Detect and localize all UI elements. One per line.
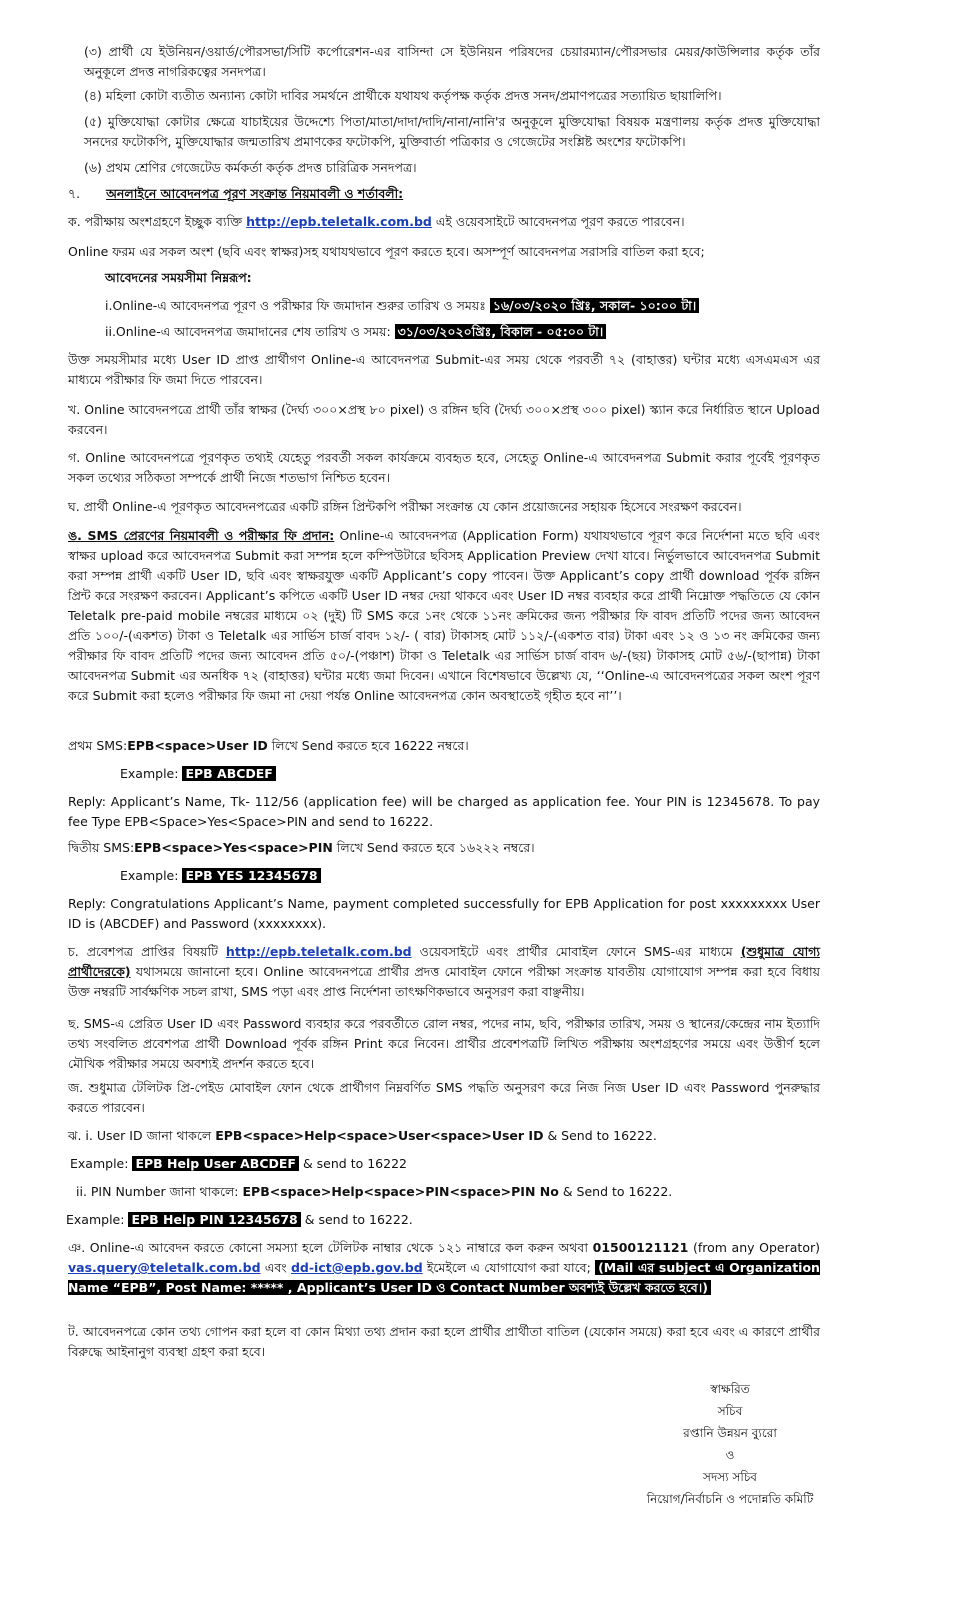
clause-nya-mid: ইমেইলে এ যোগাযোগ করা যাবে; xyxy=(426,1260,591,1275)
clause-gha: ঘ. প্রার্থী Online-এ পূরণকৃত আবেদনপত্রের একটি রঙ্গিন প্রিন্টকপি পরীক্ষা সংক্রান্ত যে কোন প্রয়োজনের সহায়ক হিসেবে সংরক্ষণ করবেন। xyxy=(68,499,742,514)
deadline-start xyxy=(105,296,820,316)
clause-nya-operator: (from any Operator) xyxy=(692,1240,820,1255)
clause-ta: ট. আবেদনপত্রে কোন তথ্য গোপন করা হলে বা কোন মিথ্যা তথ্য প্রদান করা হলে প্রার্থীর প্রার্থীতা বাতিল (যেকোন সময়ে) করা হবে এবং এ কারণে প্রার্থীর বিরুদ্ধে আইনানুগ ব্যবস্থা গ্রহণ করা হবে। xyxy=(68,1324,820,1359)
committee-name: নিয়োগ/নির্বাচনি ও পদোন্নতি কমিটি xyxy=(646,1492,814,1506)
clause-chha: ছ. SMS-এ প্রেরিত User ID এবং Password ব্যবহার করে পরবর্তীতে রোল নম্বর, পদের নাম, ছবি, পরীক্ষার তারিখ, সময় ও স্থানের/কেন্দ্রের নাম ইত্যাদি তথ্য সংবলিত প্রবেশপত্র প্রার্থী Download পূর্বক রঙ্গিন Print করে নিবেন। প্রার্থীর প্রবেশপত্রটি লিখিত পরীক্ষায় অংশগ্রহণের সময়ে এবং উত্তীর্ণ হলে মৌখিক পরীক্ষার সময়ে অবশ্যই প্রদর্শন করতে হবে। xyxy=(68,1016,820,1071)
sms-1-label: প্রথম SMS: xyxy=(68,738,128,753)
doc-item-4: (৪) মহিলা কোটা ব্যতীত অন্যান্য কোটা দাবির সমর্থনে প্রার্থীকে যথাযথ কর্তৃপক্ষ কর্তৃক প্রদত্ত সনদ/প্রমাণপত্রের সত্যায়িত ছায়ালিপি। xyxy=(84,88,722,103)
section-title: অনলাইনে আবেদনপত্র পূরণ সংক্রান্ত নিয়মাবলী ও শর্তাবলী: xyxy=(106,186,404,201)
sms-1-example xyxy=(120,764,720,784)
member-secretary-title: সদস্য সচিব xyxy=(703,1470,757,1484)
section-7-heading xyxy=(68,184,820,204)
sms-1-instruction xyxy=(68,736,820,756)
clause-ka xyxy=(68,212,820,232)
clause-nya-and: এবং xyxy=(264,1260,287,1275)
deadline-end-label: ii.Online-এ আবেদনপত্র জমাদানের শেষ তারিখ ও সময়: xyxy=(105,324,391,339)
online-form-note: Online ফরম এর সকল অংশ (ছবি এবং স্বাক্ষর)সহ যথাযথভাবে পূরণ করতে হবে। অসম্পূর্ণ আবেদনপত্র সরাসরি বাতিল করা হবে; xyxy=(68,244,705,259)
jha-1-example-code: EPB Help User ABCDEF xyxy=(132,1156,299,1171)
jha-2-example xyxy=(66,1210,818,1230)
sms-1-reply: Reply: Applicant’s Name, Tk- 112/56 (application fee) will be charged as application fee. Your PIN is 12345678. To pay fee Type EPB<Space>Yes<Space>PIN and send to 16222. xyxy=(68,794,820,829)
deadline-title: আবেদনের সময়সীমা নিম্নরূপ: xyxy=(105,270,252,285)
clause-jha-2 xyxy=(76,1182,828,1202)
example-label: Example: xyxy=(120,766,179,781)
jha-2-example-suffix: & send to 16222. xyxy=(304,1212,413,1227)
sms-1-suffix: লিখে Send করতে হবে 16222 নম্বরে। xyxy=(271,738,469,753)
doc-item-3: (৩) প্রার্থী যে ইউনিয়ন/ওয়ার্ড/পৌরসভা/সিটি কর্পোরেশন-এর বাসিন্দা সে ইউনিয়ন পরিষদের চেয়ারম্যান/পৌরসভার মেয়র/কাউন্সিলার কর্তৃক তাঁর অনুকূলে প্রদত্ত নাগরিকত্বের সনদপত্র। xyxy=(84,44,820,79)
clause-cha-bold: (শুধুমাত্র যোগ্য প্রার্থীদেরকে) xyxy=(68,944,821,979)
clause-cha-text: চ. প্রবেশপত্র প্রাপ্তির বিষয়টি xyxy=(68,944,218,959)
clause-ka-suffix: এই ওয়েবসাইটে আবেদনপত্র পূরণ করতে পারবেন। xyxy=(435,214,685,229)
signature-block xyxy=(600,1378,860,1510)
deadline-end-date: ৩১/০৩/২০২০খ্রিঃ, বিকাল - ০৫:০০ টা। xyxy=(395,324,607,339)
fee-window-note: উক্ত সময়সীমার মধ্যে User ID প্রাপ্ত প্রার্থীগণ Online-এ আবেদনপত্র Submit-এর সময় থেকে পরবর্তী ৭২ (বাহাত্তর) ঘন্টার মধ্যে এসএমএস এর মাধ্যমে পরীক্ষার ফি জমা দিতে পারবেন। xyxy=(68,352,820,387)
doc-item-5: (৫) মুক্তিযোদ্ধা কোটার ক্ষেত্রে যাচাইয়ের উদ্দেশ্যে পিতা/মাতা/দাদা/দাদি/নানা/নানি'র অনুকূলে মুক্তিযোদ্ধা বিষয়ক মন্ত্রণালয় কর্তৃক প্রদত্ত মুক্তিযোদ্ধা সনদের ফটোকপি, মুক্তিযোদ্ধার জন্মতারিখ প্রমাণকের ফটোকপি, মুক্তিবার্তা পত্রিকার ও গেজেটের সংশ্লিষ্ট অংশের ফটোকপি। xyxy=(84,114,820,149)
clause-ka-text: ক. পরীক্ষায় অংশগ্রহণে ইচ্ছুক ব্যক্তি xyxy=(68,214,243,229)
clause-jha-2-code: EPB<space>Help<space>PIN<space>PIN No xyxy=(242,1184,559,1199)
clause-cha xyxy=(68,942,820,1002)
clause-uma-heading: ঙ. SMS প্রেরণের নিয়মাবলী ও পরীক্ষার ফি প্রদান: xyxy=(68,528,335,543)
jha-1-example-suffix: & send to 16222 xyxy=(302,1156,407,1171)
jha-1-example xyxy=(70,1154,822,1174)
section-number: ৭. xyxy=(68,186,81,201)
clause-jha-2-label: ii. PIN Number জানা থাকলে: xyxy=(76,1184,239,1199)
doc-item-6: (৬) প্রথম শ্রেণির গেজেটেড কর্মকর্তা কর্তৃক প্রদত্ত চারিত্রিক সনদপত্র। xyxy=(84,160,417,175)
clause-jha-1-label: ঝ. i. User ID জানা থাকলে xyxy=(68,1128,212,1143)
teletalk-link[interactable]: http://epb.teletalk.com.bd xyxy=(246,214,432,229)
sms-2-example xyxy=(120,866,720,886)
clause-jha-1 xyxy=(68,1126,820,1146)
sms-2-label: দ্বিতীয় SMS: xyxy=(68,840,135,855)
sms-2-code: EPB<space>Yes<space>PIN xyxy=(134,840,333,855)
deadline-end xyxy=(105,322,820,342)
signed-label: স্বাক্ষরিত xyxy=(710,1382,750,1396)
example-label: Example: xyxy=(70,1156,129,1171)
helpline-number: 01500121121 xyxy=(592,1240,689,1255)
deadline-start-date: ১৬/০৩/২০২০ খ্রিঃ, সকাল- ১০:০০ টা। xyxy=(490,298,699,313)
clause-kha: খ. Online আবেদনপত্রে প্রার্থী তাঁর স্বাক্ষর (দৈর্ঘ্য ৩০০×প্রস্থ ৮০ pixel) ও রঙ্গিন ছবি (দৈর্ঘ্য ৩০০×প্রস্থ ৩০০ pixel) স্ক্যান করে নির্ধারিত স্থানে Upload করবেন। xyxy=(68,402,820,437)
sms-2-reply: Reply: Congratulations Applicant’s Name, payment completed successfully for EPB Application for post xxxxxxxxx User ID is (ABCDEF) and Password (xxxxxxxx). xyxy=(68,896,820,931)
clause-jha-2-suffix: & Send to 16222. xyxy=(562,1184,673,1199)
deadline-start-label: i.Online-এ আবেদনপত্র পূরণ ও পরীক্ষার ফি জমাদান শুরুর তারিখ ও সময়ঃ xyxy=(105,298,486,313)
mail-subject-note: (Mail এর subject এ Organization Name “EPB”, Post Name: ***** , Applicant’s User ID ও Contact Number অবশ্যই উল্লেখ করতে হবে।) xyxy=(68,1260,820,1295)
epb-email-link[interactable]: dd-ict@epb.gov.bd xyxy=(290,1260,423,1275)
sms-1-code: EPB<space>User ID xyxy=(127,738,268,753)
clause-nya-text: ঞ. Online-এ আবেদন করতে কোনো সমস্যা হলে টেলিটক নাম্বার থেকে ১২১ নাম্বারে কল করুন অথবা xyxy=(68,1240,588,1255)
clause-uma-body: Online-এ আবেদনপত্র (Application Form) যথাযথভাবে পূরণ করে নির্দেশনা মতে ছবি এবং স্বাক্ষর upload করে আবেদনপত্র Submit করা সম্পন্ন হলে কম্পিউটারে ছবিসহ Application Preview দেখা যাবে। নির্ভুলভাবে আবেদনপত্র Submit করা সম্পন্ন প্রার্থী একটি User ID, ছবি এবং স্বাক্ষরযুক্ত একটি Applicant’s copy পাবেন। উক্ত Applicant’s copy প্রার্থী download পূর্বক রঙ্গিন প্রিন্ট করে সংরক্ষণ করবেন। Applicant’s কপিতে একটি User ID নম্বর দেয়া থাকবে এবং User ID নম্বর ব্যবহার করে প্রার্থী নিম্নোক্ত পদ্ধতিতে যে কোন Teletalk pre-paid mobile নম্বরের মাধ্যমে ০২ (দুই) টি SMS করে ১নং থেকে ১১নং ক্রমিকের জন্য পরীক্ষার ফি বাবদ প্রতিটি পদের জন্য আবেদন প্রতি ১০০/-(একশত) টাকা ও Teletalk এর সার্ভিস চার্জ বাবদ ১২/- ( বার) টাকাসহ মোট ১১২/-(একশত বার) টাকা এবং ১২ ও ১৩ নং ক্রমিকের জন্য পরীক্ষার ফি বাবদ প্রতিটি পদের জন্য আবেদন প্রতি ৫০/-(পঞ্চাশ) টাকা ও Teletalk এর সার্ভিস চার্জ বাবদ ৬/-(ছয়) টাকাসহ মোট ৫৬/-(ছাপান্ন) টাকা আবেদনপত্র Submit এর অনধিক ৭২ (বাহাত্তর) ঘন্টার মধ্যে জমা দিবেন। এখানে বিশেষভাবে উল্লেখ্য যে, ‘‘Online-এ আবেদনপত্রের সকল অংশ পূরণ করে Submit করা হলেও পরীক্ষার ফি জমা না দেয়া পর্যন্ত Online আবেদনপত্র কোন অবস্থাতেই গৃহীত হবে না’’। xyxy=(68,528,820,703)
sms-2-example-code: EPB YES 12345678 xyxy=(182,868,320,883)
admit-card-link[interactable]: http://epb.teletalk.com.bd xyxy=(225,944,412,959)
clause-ja: জ. শুধুমাত্র টেলিটক প্রি-পেইড মোবাইল ফোন থেকে প্রার্থীগণ নিম্নবর্ণিত SMS পদ্ধতি অনুসরণ করে নিজ নিজ User ID এবং Password পুনরুদ্ধার করতে পারবেন। xyxy=(68,1080,820,1115)
teletalk-email-link[interactable]: vas.query@teletalk.com.bd xyxy=(68,1260,261,1275)
sms-2-instruction xyxy=(68,838,820,858)
clause-jha-1-suffix: & Send to 16222. xyxy=(547,1128,657,1143)
organization-name: রপ্তানি উন্নয়ন ব্যুরো xyxy=(683,1426,777,1440)
clause-jha-1-code: EPB<space>Help<space>User<space>User ID xyxy=(215,1128,544,1143)
clause-cha-suffix: যথাসময়ে জানানো হবে। Online আবেদনপত্রে প্রার্থীর প্রদত্ত মোবাইল ফোনে পরীক্ষা সংক্রান্ত যাবতীয় যোগাযোগ সম্পন্ন করা হবে বিধায় উক্ত নম্বরটি সার্বক্ষণিক সচল রাখা, SMS পড়া এবং প্রাপ্ত নির্দেশনা তাৎক্ষণিকভাবে অনুসরণ করা বাঞ্ছনীয়। xyxy=(68,964,820,999)
clause-uma xyxy=(68,526,820,706)
sms-2-suffix: লিখে Send করতে হবে ১৬২২২ নম্বরে। xyxy=(336,840,535,855)
and-conjunction: ও xyxy=(725,1448,735,1462)
sms-1-example-code: EPB ABCDEF xyxy=(182,766,275,781)
clause-nya xyxy=(68,1238,820,1298)
clause-cha-mid: ওয়েবসাইটে এবং প্রার্থীর মোবাইল ফোনে SMS-এর মাধ্যমে xyxy=(419,944,733,959)
jha-2-example-code: EPB Help PIN 12345678 xyxy=(128,1212,300,1227)
example-label: Example: xyxy=(66,1212,125,1227)
clause-ga: গ. Online আবেদনপত্রে পূরণকৃত তথ্যই যেহেতু পরবর্তী সকল কার্যক্রমে ব্যবহৃত হবে, সেহেতু Online-এ আবেদনপত্র Submit করার পূর্বেই পূরণকৃত সকল তথ্যের সঠিকতা সম্পর্কে প্রার্থী নিজে শতভাগ নিশ্চিত হবেন। xyxy=(68,450,820,485)
example-label: Example: xyxy=(120,868,179,883)
secretary-title: সচিব xyxy=(717,1404,743,1418)
